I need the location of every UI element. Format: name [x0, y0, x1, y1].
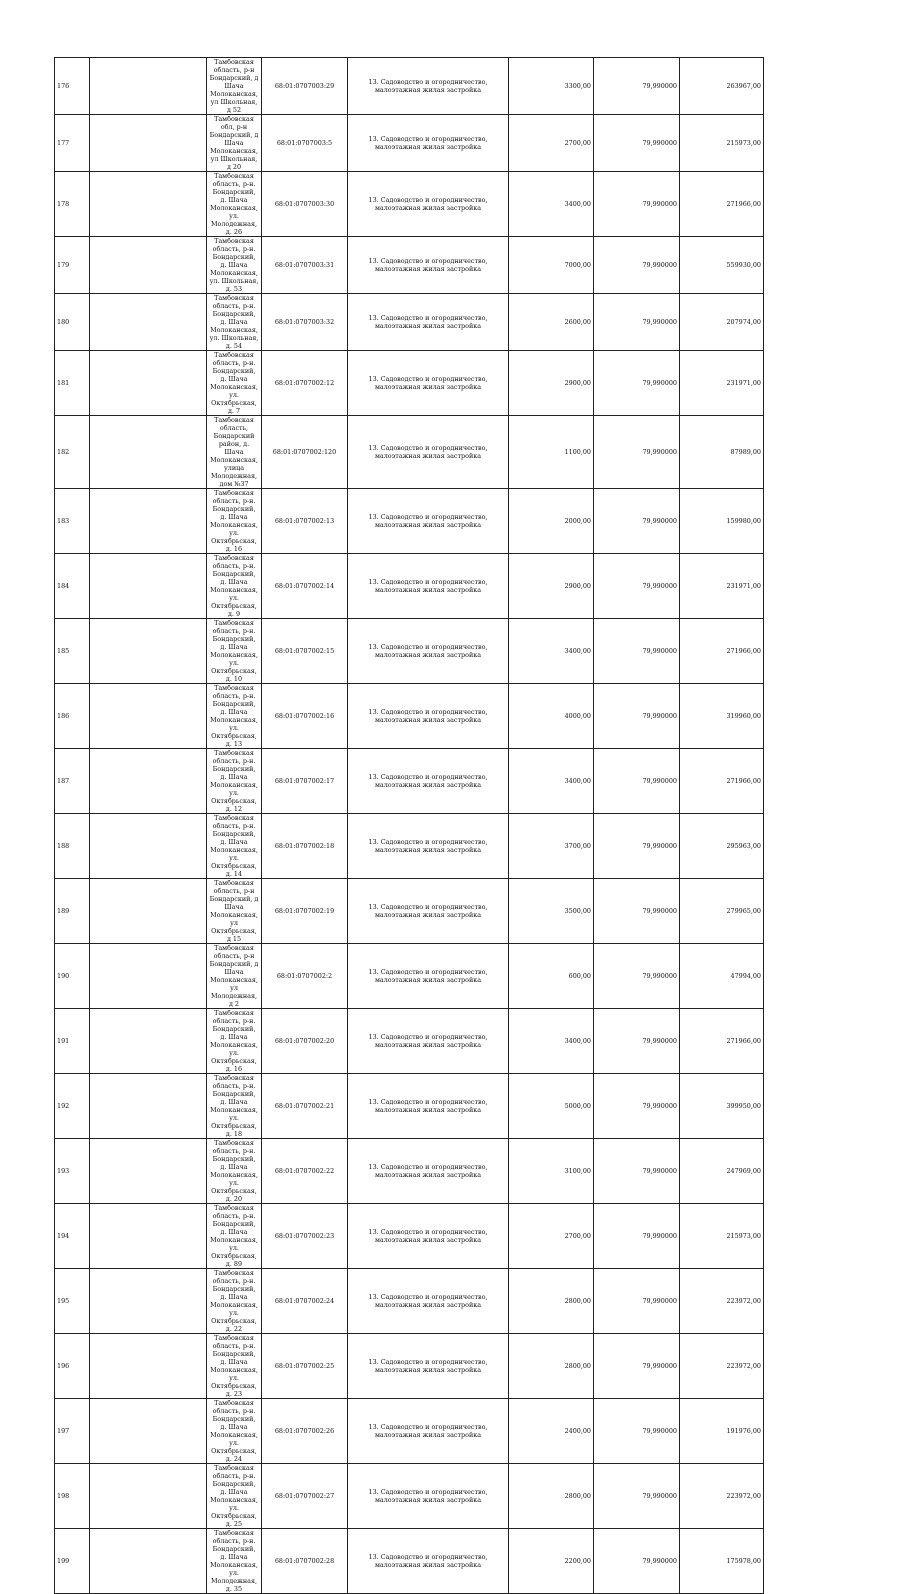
land-parcel-table: [54, 57, 764, 1594]
address-cell: Тамбовская область, р-н. Бондарский, д. Шача Молоканская, ул. Школьная, д. 53: [207, 237, 262, 294]
cadastral-number-cell: 68:01:0707002:21: [262, 1074, 348, 1139]
area-cell: 3400,00: [509, 1009, 594, 1074]
address-cell: Тамбовская область, р-н. Бондарский, д. Шача Молоканская, ул. Октябрьская, д. 9: [207, 554, 262, 619]
cadastral-number-cell: 68:01:0707002:27: [262, 1464, 348, 1529]
cadastral-number-cell: 68:01:0707002:13: [262, 489, 348, 554]
area-cell: 4000,00: [509, 684, 594, 749]
row-number-cell: 177: [55, 115, 90, 172]
land-use-cell: 13. Садоводство и огородничество, малоэтажная жилая застройка: [348, 1204, 509, 1269]
land-use-cell: 13. Садоводство и огородничество, малоэтажная жилая застройка: [348, 1464, 509, 1529]
spacer-cell: [90, 1204, 207, 1269]
land-use-cell: 13. Садоводство и огородничество, малоэтажная жилая застройка: [348, 879, 509, 944]
specific-value-cell: 79,990000: [594, 879, 680, 944]
specific-value-cell: 79,990000: [594, 115, 680, 172]
land-use-cell: 13. Садоводство и огородничество, малоэтажная жилая застройка: [348, 1399, 509, 1464]
row-number-cell: 184: [55, 554, 90, 619]
cadastral-value-cell: 559930,00: [680, 237, 764, 294]
row-number-cell: 190: [55, 944, 90, 1009]
row-number-cell: 176: [55, 58, 90, 115]
table-row: [55, 944, 764, 1009]
spacer-cell: [90, 416, 207, 489]
spacer-cell: [90, 749, 207, 814]
cadastral-value-cell: 279965,00: [680, 879, 764, 944]
row-number-cell: 193: [55, 1139, 90, 1204]
row-number-cell: 199: [55, 1529, 90, 1594]
cadastral-number-cell: 68:01:0707002:20: [262, 1009, 348, 1074]
table-row: [55, 749, 764, 814]
land-use-cell: 13. Садоводство и огородничество, малоэтажная жилая застройка: [348, 237, 509, 294]
cadastral-number-cell: 68:01:0707003:31: [262, 237, 348, 294]
table-row: [55, 294, 764, 351]
table-row: [55, 58, 764, 115]
specific-value-cell: 79,990000: [594, 1139, 680, 1204]
area-cell: 2400,00: [509, 1399, 594, 1464]
area-cell: 2200,00: [509, 1529, 594, 1594]
area-cell: 2900,00: [509, 351, 594, 416]
row-number-cell: 187: [55, 749, 90, 814]
cadastral-value-cell: 215973,00: [680, 115, 764, 172]
cadastral-value-cell: 271966,00: [680, 172, 764, 237]
cadastral-number-cell: 68:01:0707002:28: [262, 1529, 348, 1594]
land-use-cell: 13. Садоводство и огородничество, малоэтажная жилая застройка: [348, 489, 509, 554]
address-cell: Тамбовская область, Бондарский район, д. Шача Молоканская, улица Молодежная, дом №37: [207, 416, 262, 489]
cadastral-value-cell: 175978,00: [680, 1529, 764, 1594]
table-row: [55, 879, 764, 944]
land-use-cell: 13. Садоводство и огородничество, малоэтажная жилая застройка: [348, 554, 509, 619]
area-cell: 3400,00: [509, 749, 594, 814]
row-number-cell: 186: [55, 684, 90, 749]
spacer-cell: [90, 489, 207, 554]
area-cell: 2000,00: [509, 489, 594, 554]
address-cell: Тамбовская область, р-н. Бондарский, д. Шача Молоканская, ул. Октябрьская, д. 12: [207, 749, 262, 814]
address-cell: Тамбовская область, р-н. Бондарский, д. Шача Молоканская, ул. Школьная, д. 54: [207, 294, 262, 351]
land-use-cell: 13. Садоводство и огородничество, малоэтажная жилая застройка: [348, 416, 509, 489]
area-cell: 3300,00: [509, 58, 594, 115]
address-cell: Тамбовская область, р-н. Бондарский, д. Шача Молоканская, ул. Октябрьская, д. 10: [207, 619, 262, 684]
cadastral-value-cell: 231971,00: [680, 554, 764, 619]
cadastral-number-cell: 68:01:0707002:15: [262, 619, 348, 684]
table-row: [55, 684, 764, 749]
cadastral-value-cell: 247969,00: [680, 1139, 764, 1204]
land-use-cell: 13. Садоводство и огородничество, малоэтажная жилая застройка: [348, 619, 509, 684]
cadastral-number-cell: 68:01:0707002:16: [262, 684, 348, 749]
specific-value-cell: 79,990000: [594, 489, 680, 554]
table-row: [55, 814, 764, 879]
area-cell: 2600,00: [509, 294, 594, 351]
area-cell: 600,00: [509, 944, 594, 1009]
land-use-cell: 13. Садоводство и огородничество, малоэтажная жилая застройка: [348, 351, 509, 416]
cadastral-number-cell: 68:01:0707002:24: [262, 1269, 348, 1334]
cadastral-number-cell: 68:01:0707002:2: [262, 944, 348, 1009]
address-cell: Тамбовская область, р-н. Бондарский, д. Шача Молоканская, ул. Октябрьская, д. 7: [207, 351, 262, 416]
cadastral-value-cell: 223972,00: [680, 1464, 764, 1529]
row-number-cell: 196: [55, 1334, 90, 1399]
area-cell: 2800,00: [509, 1269, 594, 1334]
spacer-cell: [90, 619, 207, 684]
table-row: [55, 619, 764, 684]
spacer-cell: [90, 1269, 207, 1334]
row-number-cell: 188: [55, 814, 90, 879]
spacer-cell: [90, 1139, 207, 1204]
row-number-cell: 189: [55, 879, 90, 944]
cadastral-value-cell: 223972,00: [680, 1269, 764, 1334]
table-body: [55, 58, 764, 1594]
address-cell: Тамбовская область, р-н. Бондарский, д. Шача Молоканская, ул. Октябрьская, д. 14: [207, 814, 262, 879]
area-cell: 3100,00: [509, 1139, 594, 1204]
address-cell: Тамбовская область, р-н Бондарский, д Шача Молоканская, ул Октябрьская, д 15: [207, 879, 262, 944]
area-cell: 3500,00: [509, 879, 594, 944]
spacer-cell: [90, 1464, 207, 1529]
spacer-cell: [90, 172, 207, 237]
row-number-cell: 182: [55, 416, 90, 489]
spacer-cell: [90, 237, 207, 294]
cadastral-number-cell: 68:01:0707002:25: [262, 1334, 348, 1399]
cadastral-value-cell: 399950,00: [680, 1074, 764, 1139]
cadastral-number-cell: 68:01:0707003:32: [262, 294, 348, 351]
address-cell: Тамбовская область, р-н. Бондарский, д. Шача Молоканская, ул. Октябрьская, д. 13: [207, 684, 262, 749]
land-use-cell: 13. Садоводство и огородничество, малоэтажная жилая застройка: [348, 1009, 509, 1074]
spacer-cell: [90, 351, 207, 416]
cadastral-number-cell: 68:01:0707003:29: [262, 58, 348, 115]
cadastral-number-cell: 68:01:0707002:19: [262, 879, 348, 944]
land-use-cell: 13. Садоводство и огородничество, малоэтажная жилая застройка: [348, 1529, 509, 1594]
land-use-cell: 13. Садоводство и огородничество, малоэтажная жилая застройка: [348, 749, 509, 814]
spacer-cell: [90, 879, 207, 944]
area-cell: 2700,00: [509, 1204, 594, 1269]
row-number-cell: 179: [55, 237, 90, 294]
area-cell: 3700,00: [509, 814, 594, 879]
land-use-cell: 13. Садоводство и огородничество, малоэтажная жилая застройка: [348, 1074, 509, 1139]
cadastral-value-cell: 295963,00: [680, 814, 764, 879]
cadastral-value-cell: 231971,00: [680, 351, 764, 416]
cadastral-number-cell: 68:01:0707002:14: [262, 554, 348, 619]
cadastral-number-cell: 68:01:0707002:26: [262, 1399, 348, 1464]
table-row: [55, 1464, 764, 1529]
cadastral-value-cell: 223972,00: [680, 1334, 764, 1399]
area-cell: 2900,00: [509, 554, 594, 619]
table-row: [55, 554, 764, 619]
cadastral-number-cell: 68:01:0707002:120: [262, 416, 348, 489]
land-use-cell: 13. Садоводство и огородничество, малоэтажная жилая застройка: [348, 944, 509, 1009]
table-row: [55, 1529, 764, 1594]
spacer-cell: [90, 1074, 207, 1139]
land-use-cell: 13. Садоводство и огородничество, малоэтажная жилая застройка: [348, 1269, 509, 1334]
area-cell: 2800,00: [509, 1464, 594, 1529]
spacer-cell: [90, 684, 207, 749]
cadastral-value-cell: 215973,00: [680, 1204, 764, 1269]
cadastral-value-cell: 47994,00: [680, 944, 764, 1009]
address-cell: Тамбовская область, р-н. Бондарский, д. Шача Молоканская, ул. Октябрьская, д. 89: [207, 1204, 262, 1269]
row-number-cell: 183: [55, 489, 90, 554]
cadastral-number-cell: 68:01:0707002:22: [262, 1139, 348, 1204]
row-number-cell: 197: [55, 1399, 90, 1464]
address-cell: Тамбовская область, р-н. Бондарский, д. Шача Молоканская, ул. Молодежная, д. 35: [207, 1529, 262, 1594]
specific-value-cell: 79,990000: [594, 814, 680, 879]
specific-value-cell: 79,990000: [594, 294, 680, 351]
table-row: [55, 1204, 764, 1269]
specific-value-cell: 79,990000: [594, 416, 680, 489]
spacer-cell: [90, 944, 207, 1009]
row-number-cell: 178: [55, 172, 90, 237]
cadastral-number-cell: 68:01:0707002:17: [262, 749, 348, 814]
spacer-cell: [90, 58, 207, 115]
cadastral-value-cell: 87989,00: [680, 416, 764, 489]
cadastral-number-cell: 68:01:0707003:30: [262, 172, 348, 237]
row-number-cell: 185: [55, 619, 90, 684]
row-number-cell: 195: [55, 1269, 90, 1334]
address-cell: Тамбовская область, р-н. Бондарский, д. Шача Молоканская, ул. Октябрьская, д. 24: [207, 1399, 262, 1464]
address-cell: Тамбовская область, р-н. Бондарский, д. Шача Молоканская, ул. Октябрьская, д. 20: [207, 1139, 262, 1204]
specific-value-cell: 79,990000: [594, 1269, 680, 1334]
cadastral-number-cell: 68:01:0707002:12: [262, 351, 348, 416]
specific-value-cell: 79,990000: [594, 172, 680, 237]
row-number-cell: 192: [55, 1074, 90, 1139]
cadastral-value-cell: 319960,00: [680, 684, 764, 749]
row-number-cell: 180: [55, 294, 90, 351]
specific-value-cell: 79,990000: [594, 1399, 680, 1464]
cadastral-value-cell: 159980,00: [680, 489, 764, 554]
table-row: [55, 351, 764, 416]
address-cell: Тамбовская область, р-н. Бондарский, д. Шача Молоканская, ул. Октябрьская, д. 25: [207, 1464, 262, 1529]
specific-value-cell: 79,990000: [594, 351, 680, 416]
area-cell: 2700,00: [509, 115, 594, 172]
area-cell: 7000,00: [509, 237, 594, 294]
specific-value-cell: 79,990000: [594, 684, 680, 749]
specific-value-cell: 79,990000: [594, 1074, 680, 1139]
specific-value-cell: 79,990000: [594, 944, 680, 1009]
table-row: [55, 1269, 764, 1334]
area-cell: 3400,00: [509, 172, 594, 237]
area-cell: 1100,00: [509, 416, 594, 489]
cadastral-value-cell: 263967,00: [680, 58, 764, 115]
specific-value-cell: 79,990000: [594, 619, 680, 684]
area-cell: 2800,00: [509, 1334, 594, 1399]
spacer-cell: [90, 115, 207, 172]
row-number-cell: 198: [55, 1464, 90, 1529]
specific-value-cell: 79,990000: [594, 1334, 680, 1399]
land-use-cell: 13. Садоводство и огородничество, малоэтажная жилая застройка: [348, 58, 509, 115]
land-use-cell: 13. Садоводство и огородничество, малоэтажная жилая застройка: [348, 172, 509, 237]
table-row: [55, 1139, 764, 1204]
land-use-cell: 13. Садоводство и огородничество, малоэтажная жилая застройка: [348, 1334, 509, 1399]
address-cell: Тамбовская область, р-н. Бондарский, д. Шача Молоканская, ул. Октябрьская, д. 18: [207, 1074, 262, 1139]
area-cell: 5000,00: [509, 1074, 594, 1139]
cadastral-number-cell: 68:01:0707002:18: [262, 814, 348, 879]
spacer-cell: [90, 294, 207, 351]
spacer-cell: [90, 1334, 207, 1399]
address-cell: Тамбовская область, р-н. Бондарский, д. Шача Молоканская, ул. Молодежная, д. 26: [207, 172, 262, 237]
specific-value-cell: 79,990000: [594, 554, 680, 619]
cadastral-number-cell: 68:01:0707002:23: [262, 1204, 348, 1269]
specific-value-cell: 79,990000: [594, 1464, 680, 1529]
specific-value-cell: 79,990000: [594, 1009, 680, 1074]
table-row: [55, 1074, 764, 1139]
address-cell: Тамбовская область, р-н Бондарский, д Шача Молоканская, ул Школьная, д 52: [207, 58, 262, 115]
specific-value-cell: 79,990000: [594, 1204, 680, 1269]
land-use-cell: 13. Садоводство и огородничество, малоэтажная жилая застройка: [348, 115, 509, 172]
address-cell: Тамбовская область, р-н Бондарский, д Шача Молоканская, ул Молодежная, д 2: [207, 944, 262, 1009]
land-use-cell: 13. Садоводство и огородничество, малоэтажная жилая застройка: [348, 294, 509, 351]
spacer-cell: [90, 1529, 207, 1594]
specific-value-cell: 79,990000: [594, 749, 680, 814]
address-cell: Тамбовская область, р-н. Бондарский, д. Шача Молоканская, ул. Октябрьская, д. 16: [207, 489, 262, 554]
land-use-cell: 13. Садоводство и огородничество, малоэтажная жилая застройка: [348, 684, 509, 749]
spacer-cell: [90, 554, 207, 619]
table-row: [55, 1334, 764, 1399]
specific-value-cell: 79,990000: [594, 237, 680, 294]
row-number-cell: 191: [55, 1009, 90, 1074]
table-row: [55, 172, 764, 237]
row-number-cell: 181: [55, 351, 90, 416]
table-row: [55, 115, 764, 172]
cadastral-value-cell: 191976,00: [680, 1399, 764, 1464]
cadastral-value-cell: 207974,00: [680, 294, 764, 351]
table-row: [55, 416, 764, 489]
spacer-cell: [90, 1399, 207, 1464]
area-cell: 3400,00: [509, 619, 594, 684]
specific-value-cell: 79,990000: [594, 1529, 680, 1594]
cadastral-value-cell: 271966,00: [680, 619, 764, 684]
specific-value-cell: 79,990000: [594, 58, 680, 115]
address-cell: Тамбовская обл, р-н Бондарский, д Шача Молоканская, ул Школьная, д 20: [207, 115, 262, 172]
cadastral-value-cell: 271966,00: [680, 1009, 764, 1074]
cadastral-number-cell: 68:01:0707003:5: [262, 115, 348, 172]
land-use-cell: 13. Садоводство и огородничество, малоэтажная жилая застройка: [348, 814, 509, 879]
cadastral-value-cell: 271966,00: [680, 749, 764, 814]
address-cell: Тамбовская область, р-н. Бондарский, д. Шача Молоканская, ул. Октябрьская, д. 16: [207, 1009, 262, 1074]
table-row: [55, 237, 764, 294]
spacer-cell: [90, 814, 207, 879]
table-row: [55, 1009, 764, 1074]
table-row: [55, 1399, 764, 1464]
address-cell: Тамбовская область, р-н. Бондарский, д. Шача Молоканская, ул. Октябрьская, д. 23: [207, 1334, 262, 1399]
table-row: [55, 489, 764, 554]
spacer-cell: [90, 1009, 207, 1074]
address-cell: Тамбовская область, р-н. Бондарский, д. Шача Молоканская, ул. Октябрьская, д. 22: [207, 1269, 262, 1334]
row-number-cell: 194: [55, 1204, 90, 1269]
land-use-cell: 13. Садоводство и огородничество, малоэтажная жилая застройка: [348, 1139, 509, 1204]
